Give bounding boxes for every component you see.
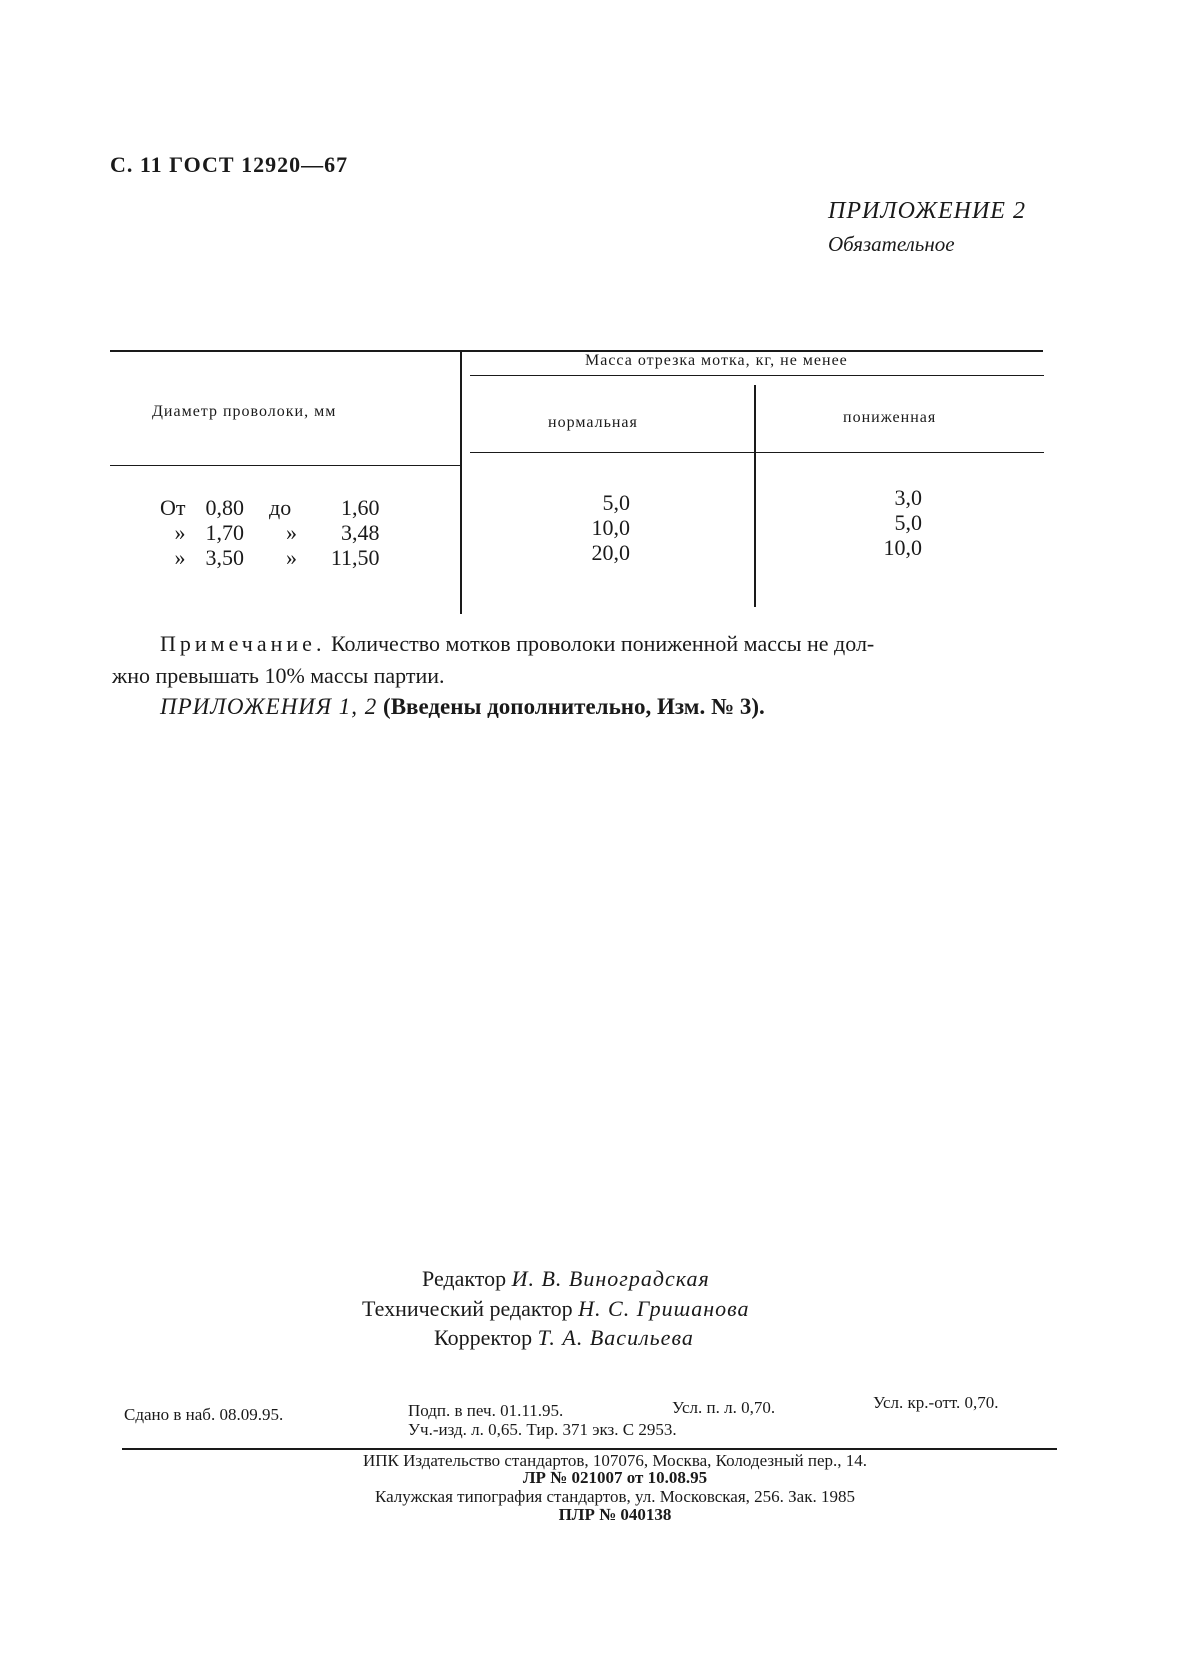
- row-prefix: »: [174, 545, 186, 570]
- publisher-line-4: ПЛР № 040138: [558, 1505, 672, 1524]
- row-from: 0,80: [205, 495, 244, 520]
- note-line-1: Количество мотков проволоки пониженной массы не дол-: [330, 631, 875, 656]
- normal-value: 5,0: [602, 490, 630, 515]
- page-header: С. 11 ГОСТ 12920—67: [110, 152, 349, 177]
- group-header-rule: [470, 375, 1044, 376]
- editor-name: И. В. Виноградская: [511, 1266, 710, 1291]
- reduced-value: 3,0: [894, 485, 922, 510]
- appendix-status: Обязательное: [828, 232, 955, 256]
- table-row: [160, 545, 380, 570]
- imprint-sheets: Усл. п. л. 0,70.: [672, 1398, 776, 1417]
- corrector-role: Корректор: [434, 1325, 533, 1350]
- header-bottom-rule-left: [110, 465, 462, 466]
- table-row: [160, 520, 380, 545]
- imprint-signed: Подп. в печ. 01.11.95.: [408, 1401, 564, 1420]
- amendment-ref: ПРИЛОЖЕНИЯ 1, 2: [160, 694, 378, 719]
- table-row: [160, 495, 380, 520]
- row-prefix: »: [174, 520, 186, 545]
- reduced-value: 10,0: [883, 535, 922, 560]
- tech-editor-role: Технический редактор: [362, 1296, 573, 1321]
- diameter-cell: [160, 495, 380, 570]
- table-note: [112, 628, 1052, 692]
- imprint-kr-ott: Усл. кр.-отт. 0,70.: [873, 1393, 999, 1412]
- table-top-rule: [110, 350, 1043, 352]
- credits-corrector: [434, 1325, 694, 1351]
- corrector-name: Т. А. Васильева: [537, 1325, 694, 1350]
- row-prefix: От: [160, 495, 186, 520]
- col-divider-1: [460, 352, 462, 614]
- imprint-rule: [122, 1448, 1057, 1450]
- amendment-line: [160, 694, 765, 720]
- row-to: 11,50: [330, 545, 380, 570]
- note-line-2: жно превышать 10% массы партии.: [112, 663, 445, 688]
- col-header-reduced: пониженная: [843, 409, 937, 426]
- row-to: 3,48: [341, 520, 380, 545]
- col-divider-2: [754, 385, 756, 607]
- row-from: 3,50: [205, 545, 244, 570]
- credits-tech-editor: [362, 1296, 750, 1322]
- normal-value: 20,0: [591, 540, 630, 565]
- col-header-normal: нормальная: [548, 414, 638, 431]
- publisher-line-2: ЛР № 021007 от 10.08.95: [522, 1468, 708, 1487]
- normal-mass-cell: [560, 490, 630, 565]
- col-header-diameter: Диаметр проволоки, мм: [152, 403, 337, 420]
- row-sep: до: [269, 495, 292, 520]
- row-from: 1,70: [205, 520, 244, 545]
- tech-editor-name: Н. С. Гришанова: [578, 1296, 750, 1321]
- reduced-value: 5,0: [894, 510, 922, 535]
- row-to: 1,60: [341, 495, 380, 520]
- row-sep: »: [286, 520, 297, 545]
- amendment-text: (Введены дополнительно, Изм. № 3).: [383, 694, 765, 719]
- normal-value: 10,0: [591, 515, 630, 540]
- row-sep: »: [286, 545, 297, 570]
- publisher-line-3: Калужская типография стандартов, ул. Московская, 256. Зак. 1985: [375, 1487, 855, 1506]
- editor-role: Редактор: [422, 1266, 507, 1291]
- credits-editor: [422, 1266, 710, 1292]
- col-group-header-mass: Масса отрезка мотка, кг, не менее: [585, 352, 848, 369]
- imprint-line-2: Уч.-изд. л. 0,65. Тир. 371 экз. С 2953.: [408, 1420, 677, 1439]
- note-label: Примечание.: [160, 631, 326, 656]
- reduced-mass-cell: [850, 485, 922, 560]
- header-bottom-rule-right: [470, 452, 1044, 453]
- imprint-submitted: Сдано в наб. 08.09.95.: [124, 1405, 284, 1424]
- publisher-line-1: ИПК Издательство стандартов, 107076, Москва, Колодезный пер., 14.: [362, 1451, 868, 1470]
- appendix-title: ПРИЛОЖЕНИЕ 2: [828, 198, 1026, 224]
